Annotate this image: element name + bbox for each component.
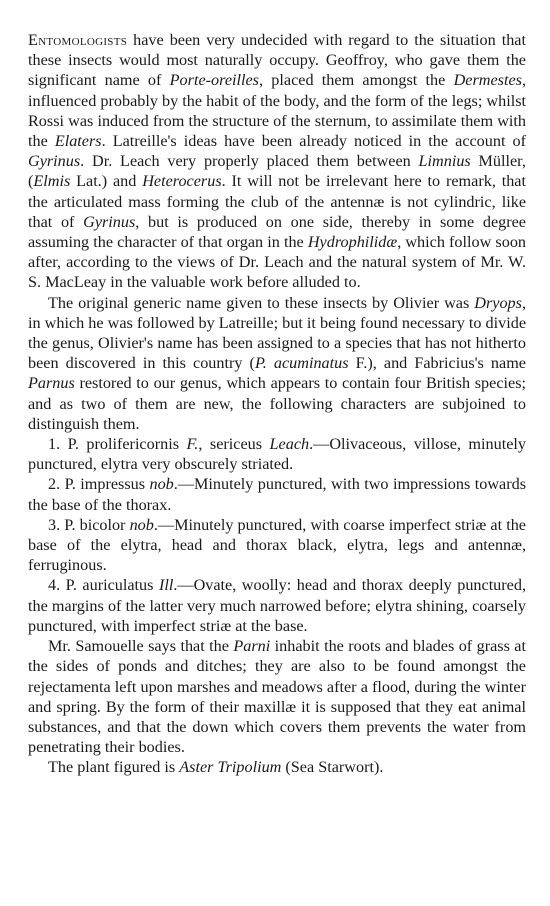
- paragraph-text-segment: nob: [129, 515, 154, 534]
- paragraph-classification: [28, 30, 526, 293]
- paragraph-text-segment: .—Olivaceous, villose, minutely punctured, elytra very obscurely striated.: [28, 435, 526, 474]
- paragraph-text-segment: restored to our genus, which appears to contain four British species; and as two of them are new, the following characters are subjoined to distinguish them.: [28, 374, 526, 433]
- paragraph-text-segment: Gyrinus: [28, 152, 81, 171]
- paragraph-text-segment: , which follow soon after, according to the views of Dr. Leach and the natural system of Mr. W. S. MacLeay in the valuable work before alluded to.: [28, 233, 527, 292]
- species-item-4: [28, 575, 526, 636]
- paragraph-text-segment: inhabit the roots and blades of grass at the sides of ponds and ditches; they are also to be found amongst the rejectamenta left upon marshes and meadows after a flood, during the winter and spring. By the form of their maxillæ it is supposed that they eat animal substances, and that the down which covers them prevents the water from penetrating their bodies.: [28, 637, 526, 757]
- paragraph-text-segment: (Sea Starwort).: [281, 758, 384, 777]
- paragraph-text-segment: Elmis: [33, 172, 71, 191]
- paragraph-text-segment: have been very undecided with regard to the situation that these insects would most naturally occupy. Geoffroy, who gave them the significant name of: [28, 31, 526, 90]
- paragraph-text-segment: F.: [186, 435, 199, 454]
- species-item-3: [28, 515, 526, 576]
- paragraph-text-segment: 1. P. prolifericornis: [48, 435, 187, 454]
- paragraph-text-segment: , influenced probably by the habit of the body, and the form of the legs; whilst Rossi was induced from the structure of the sternum, to assimilate them with the: [28, 71, 526, 151]
- paragraph-text-segment: . Latreille's ideas have been already noticed in the account of: [101, 132, 526, 151]
- paragraph-text-segment: 3. P. bicolor: [48, 515, 130, 534]
- paragraph-text-segment: , sericeus: [198, 435, 270, 454]
- paragraph-text-segment: Aster Tripolium: [179, 758, 282, 777]
- paragraph-text-segment: .—Minutely punctured, with two impressions towards the base of the thorax.: [28, 475, 526, 514]
- paragraph-text-segment: Entomologists: [28, 31, 128, 49]
- paragraph-text-segment: Lat.) and: [70, 172, 143, 191]
- paragraph-text-segment: Parni: [233, 637, 271, 656]
- paragraph-text-segment: Leach: [269, 435, 310, 454]
- paragraph-text-segment: Hydrophilidæ: [307, 233, 398, 252]
- paragraph-text-segment: , in which he was followed by Latreille; but it being found necessary to divide the genus, Olivier's name has been assigned to a species that has not hitherto been discovered in this country (: [28, 293, 526, 373]
- paragraph-plant-figured: [28, 757, 526, 777]
- paragraph-text-segment: 4. P. auriculatus: [48, 576, 159, 595]
- paragraph-text-segment: Dermestes: [453, 71, 522, 90]
- paragraph-text-segment: F.), and Fabricius's name: [348, 354, 526, 373]
- paragraph-text-segment: Mr. Samouelle says that the: [48, 637, 234, 656]
- paragraph-text-segment: The original generic name given to these insects by Olivier was: [48, 293, 475, 312]
- paragraph-text-segment: .—Ovate, woolly: head and thorax deeply punctured, the margins of the latter very much narrowed before; elytra shining, coarsely punctured, with imperfect striæ at the base.: [28, 576, 526, 635]
- paragraph-text-segment: Müller, (: [28, 152, 526, 191]
- body-text: [28, 30, 526, 778]
- paragraph-text-segment: Heterocerus: [142, 172, 222, 191]
- paragraph-text-segment: Parnus: [28, 374, 75, 393]
- paragraph-generic-name: [28, 293, 526, 434]
- paragraph-text-segment: Gyrinus: [83, 212, 136, 231]
- paragraph-text-segment: P. acuminatus: [254, 354, 349, 373]
- paragraph-text-segment: , placed them amongst the: [258, 71, 454, 90]
- paragraph-text-segment: nob: [149, 475, 174, 494]
- paragraph-habitat: [28, 636, 526, 757]
- paragraph-text-segment: 2. P. impressus: [48, 475, 150, 494]
- paragraph-text-segment: . It will not be irrelevant here to remark, that the articulated mass forming the club of the antennæ is not cylindric, like that of: [28, 172, 526, 231]
- paragraph-text-segment: Limnius: [418, 152, 471, 171]
- paragraph-text-segment: Ill: [158, 576, 174, 595]
- paragraph-text-segment: . Dr. Leach very properly placed them between: [80, 152, 419, 171]
- paragraph-text-segment: Porte-oreilles: [169, 71, 259, 90]
- paragraph-text-segment: Dryops: [474, 293, 522, 312]
- paragraph-text-segment: .—Minutely punctured, with coarse imperfect striæ at the base of the elytra, head and thorax black, elytra, legs and antennæ, ferruginous.: [28, 515, 526, 575]
- paragraph-text-segment: , but is produced on one side, thereby in some degree assuming the character of that organ in the: [28, 212, 526, 252]
- species-item-2: [28, 474, 526, 514]
- species-item-1: [28, 434, 526, 474]
- paragraph-text-segment: The plant figured is: [48, 758, 180, 777]
- paragraph-text-segment: Elaters: [54, 132, 102, 151]
